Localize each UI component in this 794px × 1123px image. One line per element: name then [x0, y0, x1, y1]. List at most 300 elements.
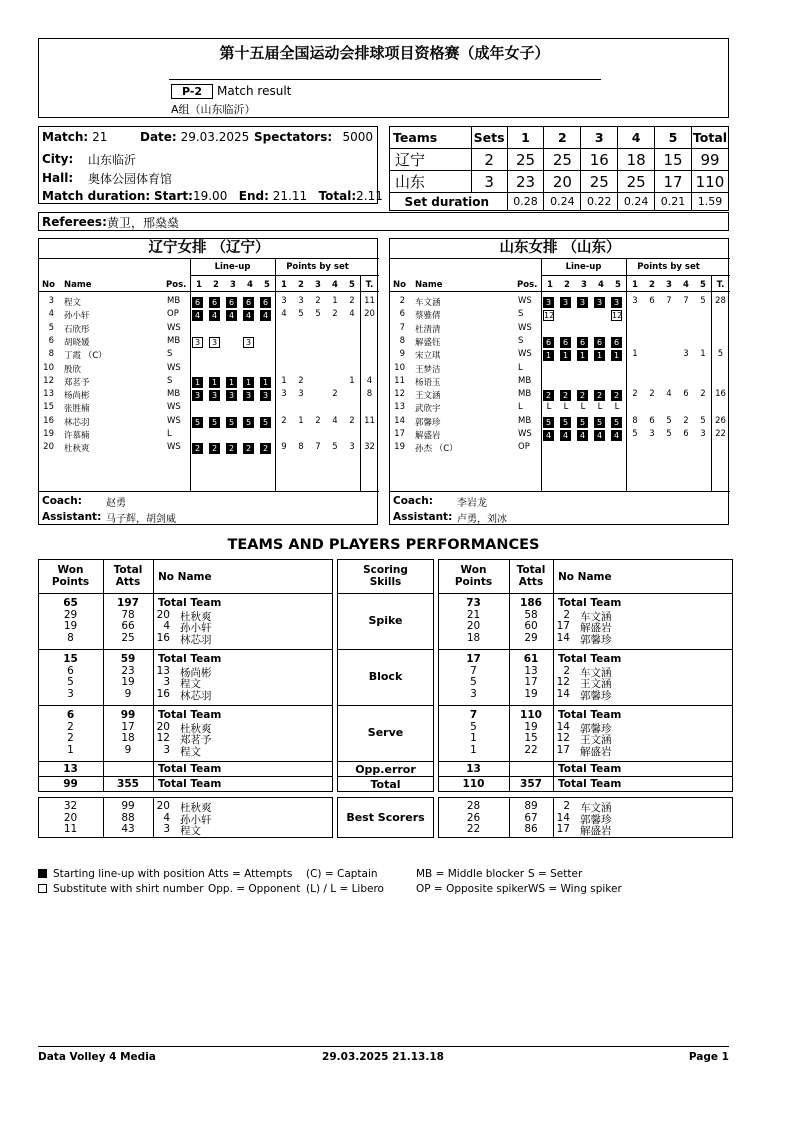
player-number: 17 [394, 429, 405, 439]
score-cell: 25 [544, 149, 581, 171]
player-total: 11 [364, 415, 375, 426]
best-atts: 86 [524, 823, 538, 835]
player-number: 8 [399, 335, 405, 346]
score-head: 2 [544, 127, 581, 149]
set-points: 2 [315, 415, 321, 426]
total-head: T. [365, 280, 374, 290]
starting-position-square: 3 [209, 390, 220, 401]
total-atts: 15 [524, 732, 538, 744]
legend-opp: Opp. = Opponent [208, 883, 301, 895]
total-head: T. [716, 280, 725, 290]
player-position: S [518, 335, 524, 346]
footer-right: Page 1 [688, 1051, 729, 1063]
lineup-set-head: 3 [581, 280, 587, 290]
best-no: 14 [556, 811, 570, 824]
won-points: 3 [67, 687, 74, 700]
group-label: A组（山东临沂） [171, 103, 256, 116]
player-number: 19 [43, 429, 54, 439]
set-points: 5 [332, 442, 338, 453]
pbs-set-head: 5 [349, 280, 355, 290]
pbs-set-head: 3 [666, 280, 672, 290]
total-atts: 22 [524, 743, 538, 756]
total-atts: 9 [124, 687, 132, 700]
player-number: 15 [43, 402, 54, 413]
score-head: Total [691, 127, 728, 149]
starting-position-square: 3 [226, 390, 237, 401]
player-position: WS [518, 322, 532, 333]
player-name: 杨尚彬 [180, 666, 212, 679]
set-duration: 1.59 [691, 193, 728, 211]
total-team-label: Total Team [158, 778, 222, 790]
total-atts: 18 [121, 732, 135, 744]
player-position: S [167, 349, 173, 360]
end-time: 21.11 [272, 189, 308, 203]
starting-position-square: 1 [192, 377, 203, 388]
legend-setter: S = Setter [528, 868, 583, 880]
player-name: 郭馨珍 [580, 689, 612, 702]
best-no: 4 [163, 811, 170, 824]
starting-position-square: 6 [611, 337, 622, 348]
starting-position-square: 4 [577, 430, 588, 441]
player-name: 郭馨珍 [580, 722, 612, 735]
player-name: 林芯羽 [180, 689, 212, 702]
player-number: 3 [48, 296, 54, 306]
starting-position-square: 6 [577, 337, 588, 348]
player-name: 杜秋爽 [180, 722, 212, 735]
total-atts: 23 [121, 664, 135, 677]
player-no: 2 [563, 664, 570, 677]
starting-position-square: 4 [543, 430, 554, 441]
player-no: 14 [556, 720, 570, 733]
score-cell: 25 [618, 171, 655, 193]
pos-head: Pos. [166, 280, 187, 290]
player-no: 16 [156, 687, 170, 700]
coach-name: 李岩龙 [457, 498, 487, 509]
won-points: 15 [63, 653, 78, 665]
total-team-label: Total Team [158, 763, 222, 775]
player-total: 20 [364, 309, 375, 320]
won-points: 110 [462, 778, 485, 790]
starting-position-square: 5 [209, 417, 220, 428]
starting-position-square: 1 [260, 377, 271, 388]
won-points: 8 [67, 631, 74, 644]
player-name: 程文 [180, 745, 201, 758]
player-name: 殷欣 [64, 364, 82, 375]
player-position: WS [167, 362, 181, 373]
best-atts: 89 [524, 800, 538, 812]
starting-position-square: 3 [577, 297, 588, 308]
spectators-count: 5000 [342, 130, 373, 144]
set-points: 7 [315, 442, 321, 453]
total-atts: 19 [524, 720, 538, 733]
total-atts: 13 [524, 664, 538, 677]
starting-position-square: 6 [209, 297, 220, 308]
best-no: 3 [163, 823, 170, 835]
player-name: 车文涵 [580, 610, 612, 623]
starting-position-square: 6 [560, 337, 571, 348]
total-time: 2.11 [356, 189, 383, 203]
score-cell: 23 [507, 171, 544, 193]
player-number: 12 [394, 389, 405, 400]
player-name: 车文涵 [415, 298, 441, 308]
set-points: 3 [649, 429, 655, 439]
total-atts-head: Total Atts [516, 564, 546, 588]
starting-position-square: 5 [594, 417, 605, 428]
starting-position-square: 4 [560, 430, 571, 441]
player-name: 许慕楠 [64, 431, 90, 441]
starting-position-square: 5 [192, 417, 203, 428]
player-no: 12 [556, 676, 570, 688]
score-cell: 18 [618, 149, 655, 171]
total-team-label: Total Team [558, 597, 622, 609]
player-number: 11 [394, 375, 405, 386]
best-name: 解盛岩 [580, 825, 612, 837]
player-position: L [167, 429, 172, 439]
no-head: No [393, 280, 406, 290]
starting-position-square: 5 [560, 417, 571, 428]
best-name: 程文 [180, 825, 201, 837]
substitute-square: 12 [544, 311, 555, 321]
substitute-square: 3 [243, 337, 254, 348]
player-position: MB [518, 415, 532, 426]
player-number: 16 [43, 415, 54, 426]
player-total: 22 [715, 429, 726, 439]
starting-position-square: 2 [594, 390, 605, 401]
player-number: 5 [48, 322, 54, 333]
pbs-set-head: 2 [298, 280, 304, 290]
set-points: 6 [649, 415, 655, 426]
page-title: 第十五届全国运动会排球项目资格赛（成年女子） [219, 44, 550, 62]
player-position: L [518, 402, 523, 413]
score-head: Teams [390, 127, 472, 149]
starting-position-square: 2 [243, 443, 254, 454]
starting-position-square: 5 [543, 417, 554, 428]
total-atts: 78 [121, 608, 135, 621]
player-total: 5 [717, 349, 724, 360]
player-name: 石欣彤 [64, 324, 90, 335]
total-atts: 29 [524, 631, 538, 644]
best-atts: 67 [524, 811, 538, 824]
player-number: 7 [399, 322, 405, 333]
total-atts: 19 [524, 687, 538, 700]
best-name: 车文涵 [580, 802, 612, 814]
pbs-set-head: 1 [281, 280, 287, 290]
name-head: Name [415, 280, 443, 290]
score-cell: 25 [581, 171, 618, 193]
team-title: 山东女排 （山东） [499, 240, 621, 256]
set-points: 8 [298, 442, 304, 453]
date-label: Date: [140, 130, 177, 144]
score-cell: 2 [471, 149, 507, 171]
set-points: 2 [332, 309, 338, 320]
score-head: 3 [581, 127, 618, 149]
set-points: 3 [349, 442, 355, 453]
player-number: 13 [394, 402, 405, 413]
set-points: 4 [332, 415, 338, 426]
player-number: 14 [394, 415, 405, 426]
won-points: 5 [470, 720, 477, 733]
total-team-label: Total Team [158, 653, 222, 665]
score-cell: 17 [655, 171, 692, 193]
set-duration: 0.22 [581, 193, 618, 211]
lineup-libero: L [614, 402, 620, 413]
player-name: 张胜楠 [64, 404, 90, 415]
total-atts-head: Total Atts [113, 564, 143, 588]
starting-position-square: 2 [543, 390, 554, 401]
player-no: 13 [156, 664, 170, 677]
player-position: WS [167, 415, 181, 426]
lineup-set-head: 2 [564, 280, 570, 290]
score-cell: 99 [691, 149, 728, 171]
won-points-head: Won Points [51, 564, 90, 588]
player-name: 孙杰 （C） [415, 444, 458, 455]
coach-label: Coach: [42, 495, 82, 507]
won-points: 13 [63, 763, 78, 775]
set-points: 6 [649, 296, 655, 306]
skill-label: Block [368, 670, 403, 683]
player-name: 解盛岩 [415, 431, 441, 441]
score-cell: 15 [655, 149, 692, 171]
starting-position-square: 5 [611, 417, 622, 428]
won-points: 21 [466, 608, 481, 621]
starting-position-square: 1 [560, 350, 571, 361]
start-time: 19.00 [192, 189, 228, 203]
won-points: 13 [466, 763, 481, 775]
starting-position-square: 1 [243, 377, 254, 388]
total-team-label: Total Team [558, 778, 622, 790]
set-points: 2 [700, 389, 706, 400]
player-no: 12 [556, 732, 570, 744]
set-duration: 0.28 [507, 193, 544, 211]
pbs-set-head: 2 [649, 280, 655, 290]
set-points: 5 [700, 296, 706, 306]
player-number: 2 [399, 296, 405, 306]
lineup-libero: L [546, 402, 552, 413]
best-points: 22 [466, 823, 481, 835]
player-total: 16 [715, 389, 726, 400]
set-points: 2 [298, 375, 304, 386]
player-number: 20 [43, 442, 54, 453]
player-name: 孙小轩 [64, 311, 90, 322]
player-name: 王文涵 [580, 734, 612, 746]
starting-position-square: 2 [611, 390, 622, 401]
set-points: 5 [632, 429, 638, 439]
coach-name: 赵勇 [106, 498, 126, 509]
starting-position-square: 1 [226, 377, 237, 388]
skill-label: Spike [368, 614, 403, 627]
set-points: 1 [298, 415, 304, 426]
hall-value: 奥体公园体育馆 [88, 172, 173, 186]
best-scorers-label: Best Scorers [346, 811, 425, 824]
set-points: 1 [349, 375, 355, 386]
player-no: 20 [156, 608, 170, 621]
set-duration: 0.24 [618, 193, 655, 211]
starting-position-square: 3 [560, 297, 571, 308]
won-points: 3 [470, 687, 477, 700]
referees-label: Referees: [42, 215, 107, 229]
score-cell: 110 [691, 171, 728, 193]
set-points: 5 [666, 415, 672, 426]
set-points: 1 [632, 349, 638, 360]
starting-position-square: 4 [243, 310, 254, 321]
set-points: 8 [632, 415, 638, 426]
score-head: 5 [655, 127, 692, 149]
player-name: 郑茗予 [180, 734, 212, 746]
substitute-square: 3 [192, 337, 203, 348]
team-a-roster [38, 238, 378, 525]
player-no: 12 [156, 732, 170, 744]
starting-position-square: 2 [577, 390, 588, 401]
set-points: 3 [683, 349, 689, 360]
total-atts: 17 [524, 676, 538, 688]
best-no: 20 [156, 800, 170, 812]
starting-position-square: 1 [209, 377, 220, 388]
starting-position-square: 4 [209, 310, 220, 321]
starting-position-square: 5 [243, 417, 254, 428]
total-atts: 9 [124, 743, 132, 756]
set-points: 5 [315, 309, 321, 320]
starting-position-square: 4 [226, 310, 237, 321]
set-points: 4 [666, 389, 672, 400]
starting-position-square: 6 [260, 297, 271, 308]
pos-head: Pos. [517, 280, 538, 290]
best-points: 26 [466, 811, 481, 824]
assistant-name: 马子辉，胡剑威 [106, 514, 176, 525]
player-position: MB [167, 296, 181, 306]
score-cell: 山东 [390, 171, 472, 193]
best-name: 郭馨珍 [580, 813, 612, 826]
starting-position-square: 6 [543, 337, 554, 348]
player-number: 12 [43, 375, 54, 386]
score-head: 1 [507, 127, 544, 149]
player-position: MB [518, 389, 532, 400]
total-team-label: Total Team [158, 597, 222, 609]
starting-position-square: 3 [543, 297, 554, 308]
starting-position-square: 2 [192, 443, 203, 454]
pbs-set-head: 5 [700, 280, 706, 290]
total-atts: 357 [520, 778, 542, 790]
won-points: 1 [470, 732, 477, 744]
starting-position-square: 1 [594, 350, 605, 361]
total-atts: 19 [121, 676, 135, 688]
player-position: WS [518, 296, 532, 306]
player-number: 9 [399, 349, 405, 360]
pbs-head: Points by set [286, 262, 349, 272]
lineup-set-head: 4 [598, 280, 604, 290]
lineup-set-head: 5 [615, 280, 621, 290]
set-points: 1 [332, 296, 338, 306]
set-points: 7 [683, 296, 689, 306]
player-no: 17 [556, 620, 570, 632]
player-no: 2 [563, 608, 570, 621]
match-label: Match: [42, 130, 89, 144]
set-points: 7 [666, 296, 672, 306]
assistant-label: Assistant: [393, 511, 453, 523]
player-no: 3 [163, 676, 170, 688]
player-name: 王文涵 [415, 391, 441, 402]
starting-position-square: 3 [611, 297, 622, 308]
set-points: 3 [281, 389, 287, 400]
starting-position-square: 5 [577, 417, 588, 428]
set-points: 4 [349, 309, 355, 320]
starting-position-square: 6 [243, 297, 254, 308]
player-name: 郭馨珍 [415, 417, 441, 428]
player-name: 胡晓媛 [64, 337, 90, 348]
referees-value: 黄卫，邢燊燊 [107, 216, 180, 230]
total-atts: 186 [520, 597, 542, 609]
set-points: 5 [700, 415, 706, 426]
player-position: S [167, 375, 173, 386]
no-name-head: No Name [158, 571, 212, 583]
set-duration: 0.24 [544, 193, 581, 211]
coach-label: Coach: [393, 495, 433, 507]
total-team-label: Total Team [158, 709, 222, 721]
best-points: 11 [63, 823, 78, 835]
city-label: City: [42, 152, 74, 166]
duration-label: Match duration: [42, 189, 151, 203]
report-code: P-2 [171, 84, 213, 99]
score-cell: 20 [544, 171, 581, 193]
won-points: 19 [63, 620, 78, 632]
set-points: 2 [632, 389, 638, 400]
player-position: MB [167, 389, 181, 400]
set-points: 3 [632, 296, 638, 306]
score-cell: 辽宁 [390, 149, 472, 171]
legend-starting: Starting line-up with position [53, 868, 205, 880]
player-number: 6 [399, 309, 405, 320]
player-position: WS [167, 442, 181, 453]
pbs-set-head: 3 [315, 280, 321, 290]
player-no: 14 [556, 687, 570, 700]
player-number: 13 [43, 389, 54, 400]
set-duration-label: Set duration [390, 193, 508, 211]
starting-position-square: 4 [192, 310, 203, 321]
set-points: 5 [298, 309, 304, 320]
legend-mb: MB = Middle blocker [416, 868, 525, 880]
best-name: 孙小轩 [180, 813, 212, 826]
player-name: 蔡雅倩 [415, 311, 441, 322]
player-name: 车文涵 [580, 666, 612, 679]
player-position: S [518, 309, 524, 320]
player-no: 20 [156, 720, 170, 733]
starting-position-square: 2 [209, 443, 220, 454]
scoreboard [389, 126, 729, 211]
won-points: 2 [67, 720, 74, 733]
pbs-set-head: 4 [683, 280, 689, 290]
starting-position-square: 4 [594, 430, 605, 441]
legend-substitute: Substitute with shirt number [53, 883, 204, 895]
won-points: 20 [466, 620, 481, 632]
best-points: 28 [466, 800, 481, 812]
lineup-set-head: 2 [213, 280, 219, 290]
player-no: 3 [163, 743, 170, 756]
set-points: 2 [332, 389, 338, 400]
starting-position-square: 2 [260, 443, 271, 454]
player-total: 11 [364, 296, 375, 306]
player-position: OP [167, 309, 179, 320]
legend-op: OP = Opposite spiker [416, 883, 528, 895]
name-head: Name [64, 280, 92, 290]
lineup-head: Line-up [214, 262, 251, 272]
player-total: 8 [366, 389, 373, 400]
won-points: 29 [63, 608, 78, 621]
team-b-roster [389, 238, 729, 525]
best-points: 20 [63, 811, 78, 824]
player-number: 8 [48, 349, 54, 360]
player-name: 武欣宇 [415, 404, 441, 415]
player-no: 4 [163, 620, 170, 632]
set-points: 1 [700, 349, 706, 360]
